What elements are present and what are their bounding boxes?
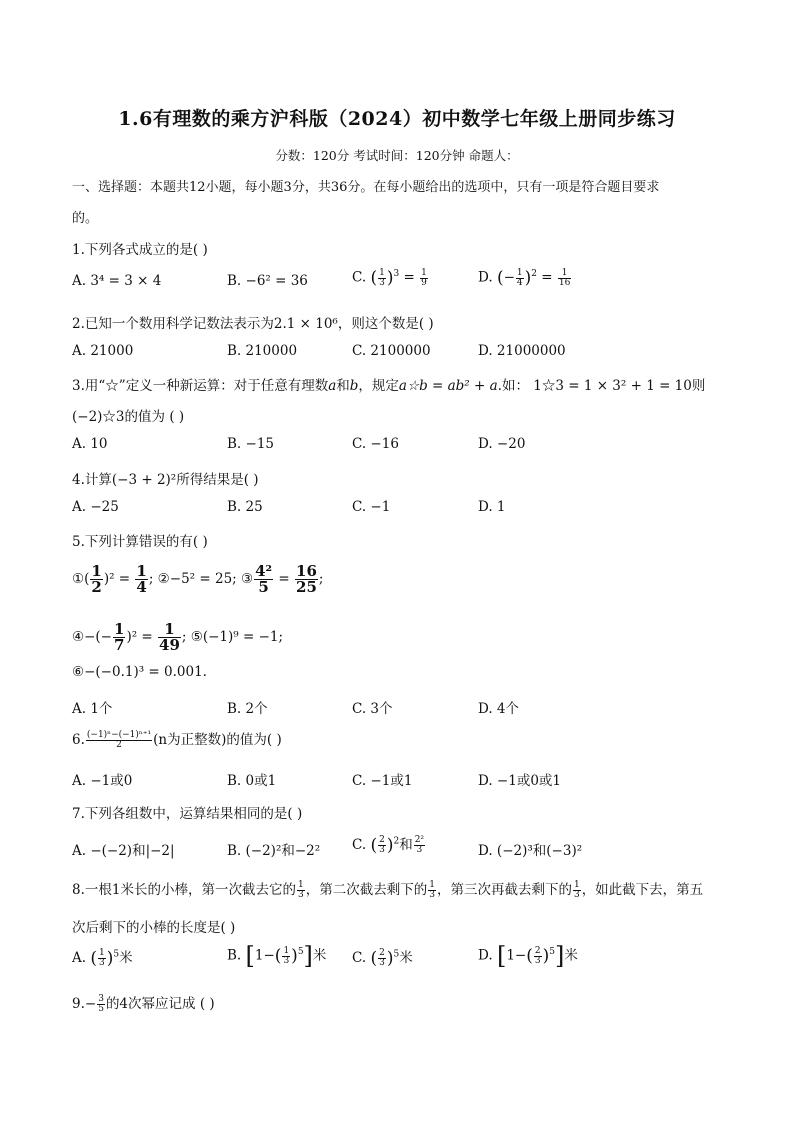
q5-stem: 5.下列计算错误的有( ) — [72, 534, 208, 550]
q8-option-a: A. ( $\frac{1}{3}$ )$^5$米 — [72, 948, 133, 969]
q2-option-d: D. 21000000 — [478, 343, 566, 359]
q1-option-c: C. ( $\frac{1}{3}$ )$^3$ = $\frac{1}{9}$ — [352, 267, 427, 288]
q6-option-c: C. −1或1 — [352, 773, 413, 789]
q6-stem: 6. $\frac{\text{(−1)ⁿ−(−1)ⁿ⁺¹}}{2}$ (n为正整数)的值为( ) — [72, 730, 282, 750]
q9-stem: 9.− $\frac{3}{5}$ 的4次幂应记成 ( ) — [72, 994, 215, 1014]
q4-option-a: A. −25 — [72, 499, 119, 515]
q7-stem: 7.下列各组数中，运算结果相同的是( ) — [72, 806, 303, 822]
section-instruction-1: 一、选择题：本题共12小题，每小题3分，共36分。在每小题给出的选项中，只有一项是符合题目要求 — [72, 180, 660, 195]
q1-option-d: D. (− $\frac{1}{4}$ )$^2$ = $\frac{1}{16}$ — [478, 267, 571, 288]
exam-info: 分数：120分 考试时间：120分钟 命题人： — [275, 148, 519, 163]
q6-option-b: B. 0或1 — [227, 773, 277, 789]
q6-option-a: A. −1或0 — [72, 773, 133, 789]
q5-option-b: B. 2个 — [227, 701, 268, 717]
q4-option-c: C. −1 — [352, 499, 391, 515]
page-title: 1.6有理数的乘方沪科版（2024）初中数学七年级上册同步练习 — [118, 108, 676, 130]
q3-stem-line2: (−2)☆3的值为 ( ) — [72, 409, 185, 425]
q5-expr-row2: ④−(− $\frac{1}{7}$ )² = $\frac{1}{49}$ ; ⑤(−1)⁹ = −1; — [72, 620, 284, 654]
q8-option-d: D. [1−( $\frac{2}{3}$ )$^5$]米 — [478, 942, 578, 970]
q3-stem-line1: 3.用“☆”定义一种新运算：对于任意有理数a和b，规定a☆b = ab² + a.如： 1☆3 = 1 × 3² + 1 = 10则 — [72, 378, 706, 394]
q7-option-a: A. −(−2)和|−2| — [72, 843, 175, 859]
q5-option-c: C. 3个 — [352, 701, 393, 717]
q5-option-d: D. 4个 — [478, 701, 520, 717]
q5-option-a: A. 1个 — [72, 701, 113, 717]
q7-option-d: D. (−2)³和(−3)² — [478, 843, 583, 859]
q2-option-a: A. 21000 — [72, 343, 134, 359]
q2-stem: 2.已知一个数用科学记数法表示为2.1 × 10⁶，则这个数是( ) — [72, 316, 434, 332]
q8-stem-line2: 次后剩下的小棒的长度是( ) — [72, 920, 236, 936]
q3-option-c: C. −16 — [352, 436, 399, 452]
q4-stem: 4.计算(−3 + 2)²所得结果是( ) — [72, 472, 259, 488]
q2-option-c: C. 2100000 — [352, 343, 431, 359]
q5-expr-row3: ⑥−(−0.1)³ = 0.001. — [72, 664, 207, 680]
section-instruction-2: 的。 — [72, 211, 99, 226]
q3-option-d: D. −20 — [478, 436, 526, 452]
q7-option-b: B. (−2)²和−2² — [227, 843, 321, 859]
q1-option-b: B. −6² = 36 — [227, 273, 308, 289]
q3-option-a: A. 10 — [72, 436, 108, 452]
q1-stem: 1.下列各式成立的是( ) — [72, 242, 208, 258]
q4-option-b: B. 25 — [227, 499, 263, 515]
q8-option-c: C. ( $\frac{2}{3}$ )$^5$米 — [352, 948, 413, 969]
q8-option-b: B. [1−( $\frac{1}{3}$ )$^5$]米 — [227, 942, 327, 970]
q2-option-b: B. 210000 — [227, 343, 298, 359]
q1-option-a: A. 3⁴ = 3 × 4 — [72, 273, 162, 289]
q7-option-c: C. ( $\frac{2}{3}$ )$^2$和 $\frac{\text{2²}}{3}$ — [352, 835, 425, 856]
q3-option-b: B. −15 — [227, 436, 274, 452]
q8-stem-line1: 8.一根1米长的小棒，第一次截去它的 $\frac{1}{3}$ ，第二次截去剩下的 $\frac{1}{3}$ ，第三次再截去剩下的 $\frac{1}{3}$ ，如此截下去，第五 — [72, 880, 704, 900]
q6-option-d: D. −1或0或1 — [478, 773, 562, 789]
q4-option-d: D. 1 — [478, 499, 506, 515]
q5-expr-row1: ①( $\frac{1}{2}$ )² = $\frac{1}{4}$ ; ②−5² = 25; ③ $\frac{\text{4²}}{5}$ = $\frac{16}{25}$ ; — [72, 562, 324, 596]
